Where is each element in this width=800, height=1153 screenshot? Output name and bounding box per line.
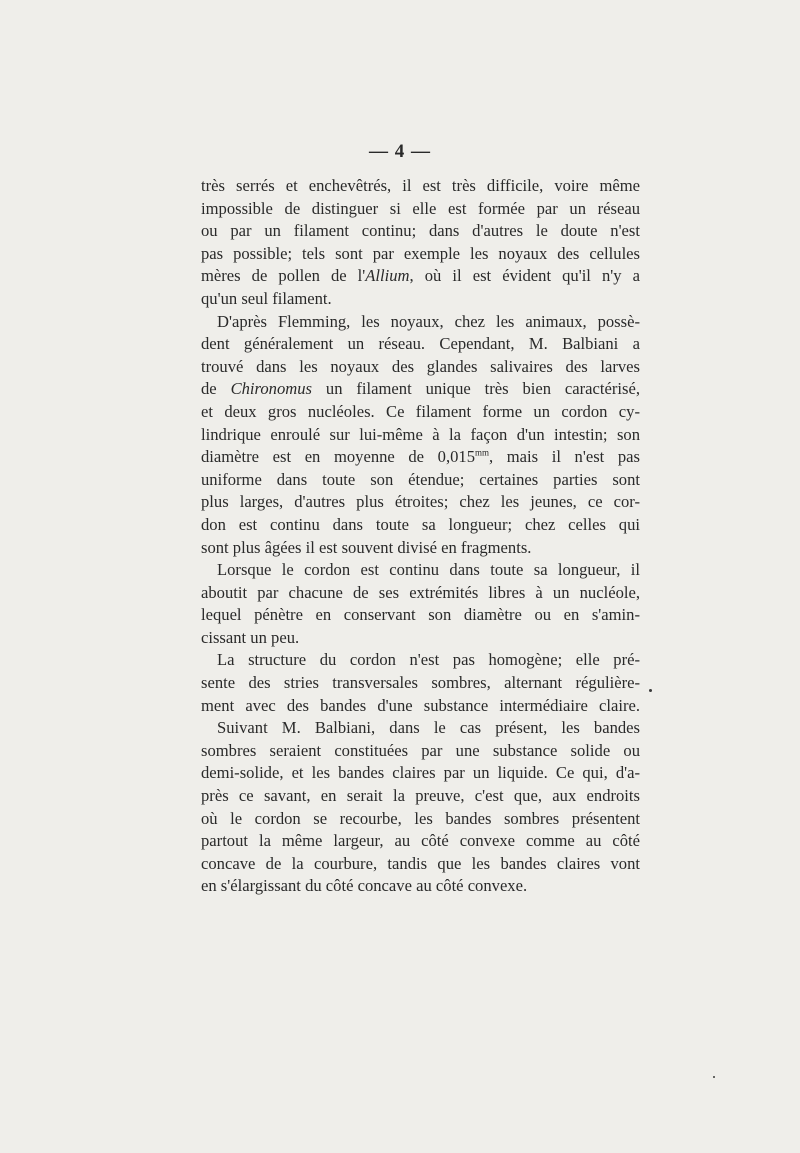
text-line: Suivant M. Balbiani, dans le cas présent, les bandes — [217, 718, 640, 738]
text-line: sente des stries transversales sombres, alternant régulière- — [201, 673, 640, 693]
text-line: qu'un seul filament. — [201, 288, 332, 308]
text-line: dent généralement un réseau. Cependant, M. Balbiani a — [201, 334, 640, 354]
text-line: don est continu dans toute sa longueur; chez celles qui — [201, 514, 640, 534]
text-line: trouvé dans les noyaux des glandes salivaires des larves — [201, 356, 640, 376]
text-line: sombres seraient constituées par une substance solide ou — [201, 740, 640, 760]
text-line: où le cordon se recourbe, les bandes sombres présentent — [201, 808, 640, 828]
text-line: uniforme dans toute son étendue; certaines parties sont — [201, 469, 640, 489]
text-line: lindrique enroulé sur lui-même à la façon d'un intestin; son — [201, 424, 640, 444]
text-line: sont plus âgées il est souvent divisé en fragments. — [201, 537, 532, 557]
text-line: impossible de distinguer si elle est formée par un réseau — [201, 198, 640, 218]
text-line: en s'élargissant du côté concave au côté convexe. — [201, 876, 528, 896]
printing-speck — [649, 689, 652, 692]
text-line: et deux gros nucléoles. Ce filament forme un cordon cy- — [201, 401, 640, 421]
text-line: lequel pénètre en conservant son diamètre ou en s'amin- — [201, 605, 640, 625]
text-line: plus larges, d'autres plus étroites; chez les jeunes, ce cor- — [201, 492, 640, 512]
page-number: — 4 — — [369, 141, 431, 162]
body-text — [201, 175, 640, 898]
text-line: partout la même largeur, au côté convexe comme au côté — [201, 831, 640, 851]
text-line: ou par un filament continu; dans d'autres le doute n'est — [201, 221, 640, 241]
text-line: pas possible; tels sont par exemple les noyaux des cellules — [201, 243, 640, 263]
text-line: ment avec des bandes d'une substance intermédiaire claire. — [201, 695, 640, 715]
text-line: Lorsque le cordon est continu dans toute sa longueur, il — [217, 560, 640, 580]
text-line: cissant un peu. — [201, 627, 300, 647]
text-line: aboutit par chacune de ses extrémités libres à un nucléole, — [201, 582, 640, 602]
text-line: diamètre est en moyenne de $0,015^{mm}$, mais il n'est pas — [201, 447, 640, 467]
text-line: concave de la courbure, tandis que les bandes claires vont — [201, 853, 640, 873]
text-line: La structure du cordon n'est pas homogène; elle pré- — [217, 650, 640, 670]
text-line: très serrés et enchevêtrés, il est très difficile, voire même — [201, 176, 640, 195]
printing-speck — [713, 1076, 715, 1078]
text-line: mères de pollen de l'Allium, où il est évident qu'il n'y a — [201, 266, 640, 286]
text-line: demi-solide, et les bandes claires par un liquide. Ce qui, d'a- — [201, 763, 640, 783]
text-line: près ce savant, en serait la preuve, c'est que, aux endroits — [201, 786, 640, 806]
text-line: D'après Flemming, les noyaux, chez les animaux, possè- — [217, 311, 640, 331]
text-line: de Chironomus un filament unique très bien caractérisé, — [201, 379, 640, 399]
